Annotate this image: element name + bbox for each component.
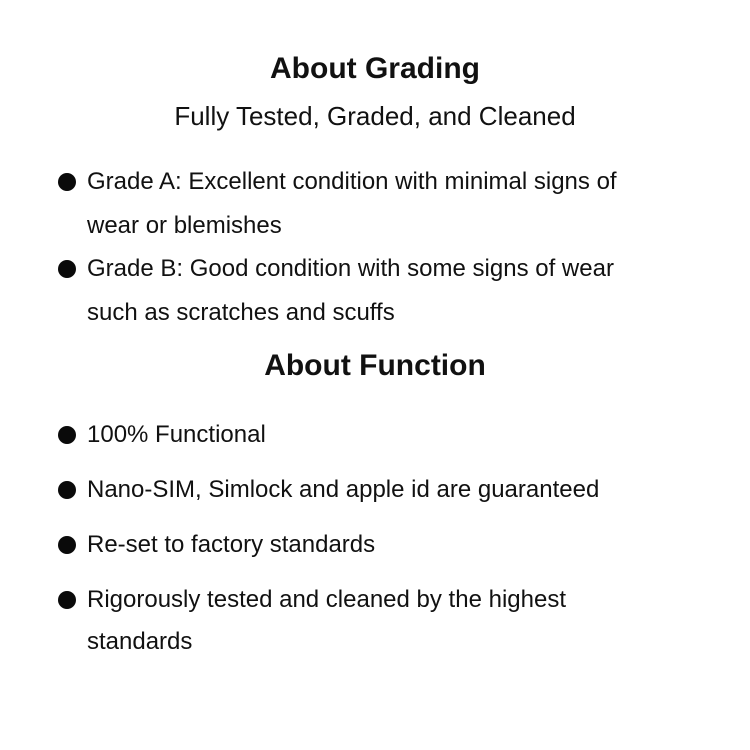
- bullet-icon: [58, 260, 76, 278]
- grading-bullet-list: [87, 160, 636, 334]
- function-bullet-list: [87, 414, 636, 663]
- bullet-text: 100% Functional: [87, 421, 266, 448]
- grading-section-subtitle: Fully Tested, Graded, and Cleaned: [174, 101, 576, 131]
- bullet-text: Grade A: Excellent condition with minimal signs of wear or blemishes: [87, 168, 617, 239]
- list-item: [87, 579, 636, 663]
- bullet-icon: [58, 536, 76, 554]
- grading-section-title: About Grading: [270, 52, 480, 85]
- bullet-icon: [58, 173, 76, 191]
- bullet-icon: [58, 591, 76, 609]
- bullet-text: Grade B: Good condition with some signs of wear such as scratches and scuffs: [87, 255, 614, 326]
- bullet-text: Re-set to factory standards: [87, 531, 376, 558]
- list-item: [87, 524, 636, 566]
- bullet-text: Rigorously tested and cleaned by the highest standards: [87, 586, 566, 655]
- list-item: [87, 469, 636, 511]
- list-item: [87, 247, 636, 334]
- list-item: [87, 414, 636, 456]
- list-item: [87, 160, 636, 247]
- bullet-text: Nano-SIM, Simlock and apple id are guaranteed: [87, 476, 600, 503]
- function-section-title: About Function: [264, 349, 486, 382]
- bullet-icon: [58, 481, 76, 499]
- bullet-icon: [58, 426, 76, 444]
